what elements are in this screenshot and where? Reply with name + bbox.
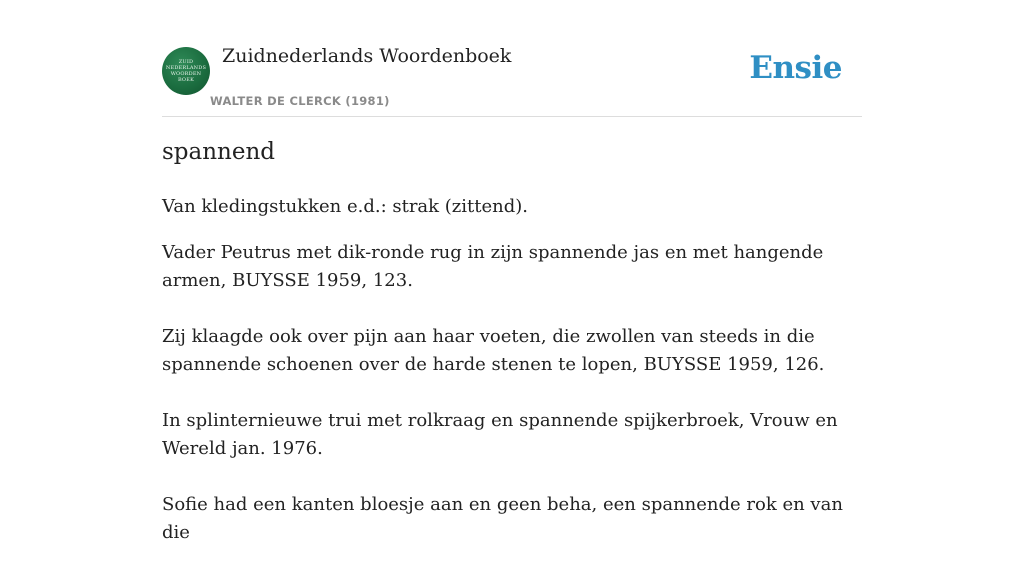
logo-text-line: BOEK [177, 77, 195, 83]
logo-text-line: WOORDEN [170, 71, 202, 77]
example-quote: Vader Peutrus met dik-ronde rug in zijn spannende jas en met hangende armen, BUYSSE 1959, 123. [162, 242, 824, 291]
example-quote: Zij klaagde ook over pijn aan haar voeten, die zwollen van steeds in die spannende schoenen over de harde stenen te lopen, BUYSSE 1959, 126. [162, 326, 825, 375]
headword: spannend [162, 139, 276, 165]
logo-text-line: ZUID [178, 59, 194, 65]
example-quote: Sofie had een kanten bloesje aan en geen beha, een spannende rok en van die [162, 494, 843, 543]
logo-text-line: NEDERLANDS [165, 65, 207, 71]
dictionary-title[interactable]: Zuidnederlands Woordenboek [222, 45, 512, 67]
dictionary-author: WALTER DE CLERCK (1981) [210, 94, 390, 108]
dictionary-logo[interactable] [162, 47, 210, 95]
brand-logo[interactable]: Ensie [749, 50, 842, 86]
header [162, 0, 862, 117]
example-quote: In splinternieuwe trui met rolkraag en spannende spijkerbroek, Vrouw en Wereld jan. 1976. [162, 410, 838, 459]
example-list [162, 239, 862, 575]
definition: Van kledingstukken e.d.: strak (zittend). [162, 196, 529, 217]
